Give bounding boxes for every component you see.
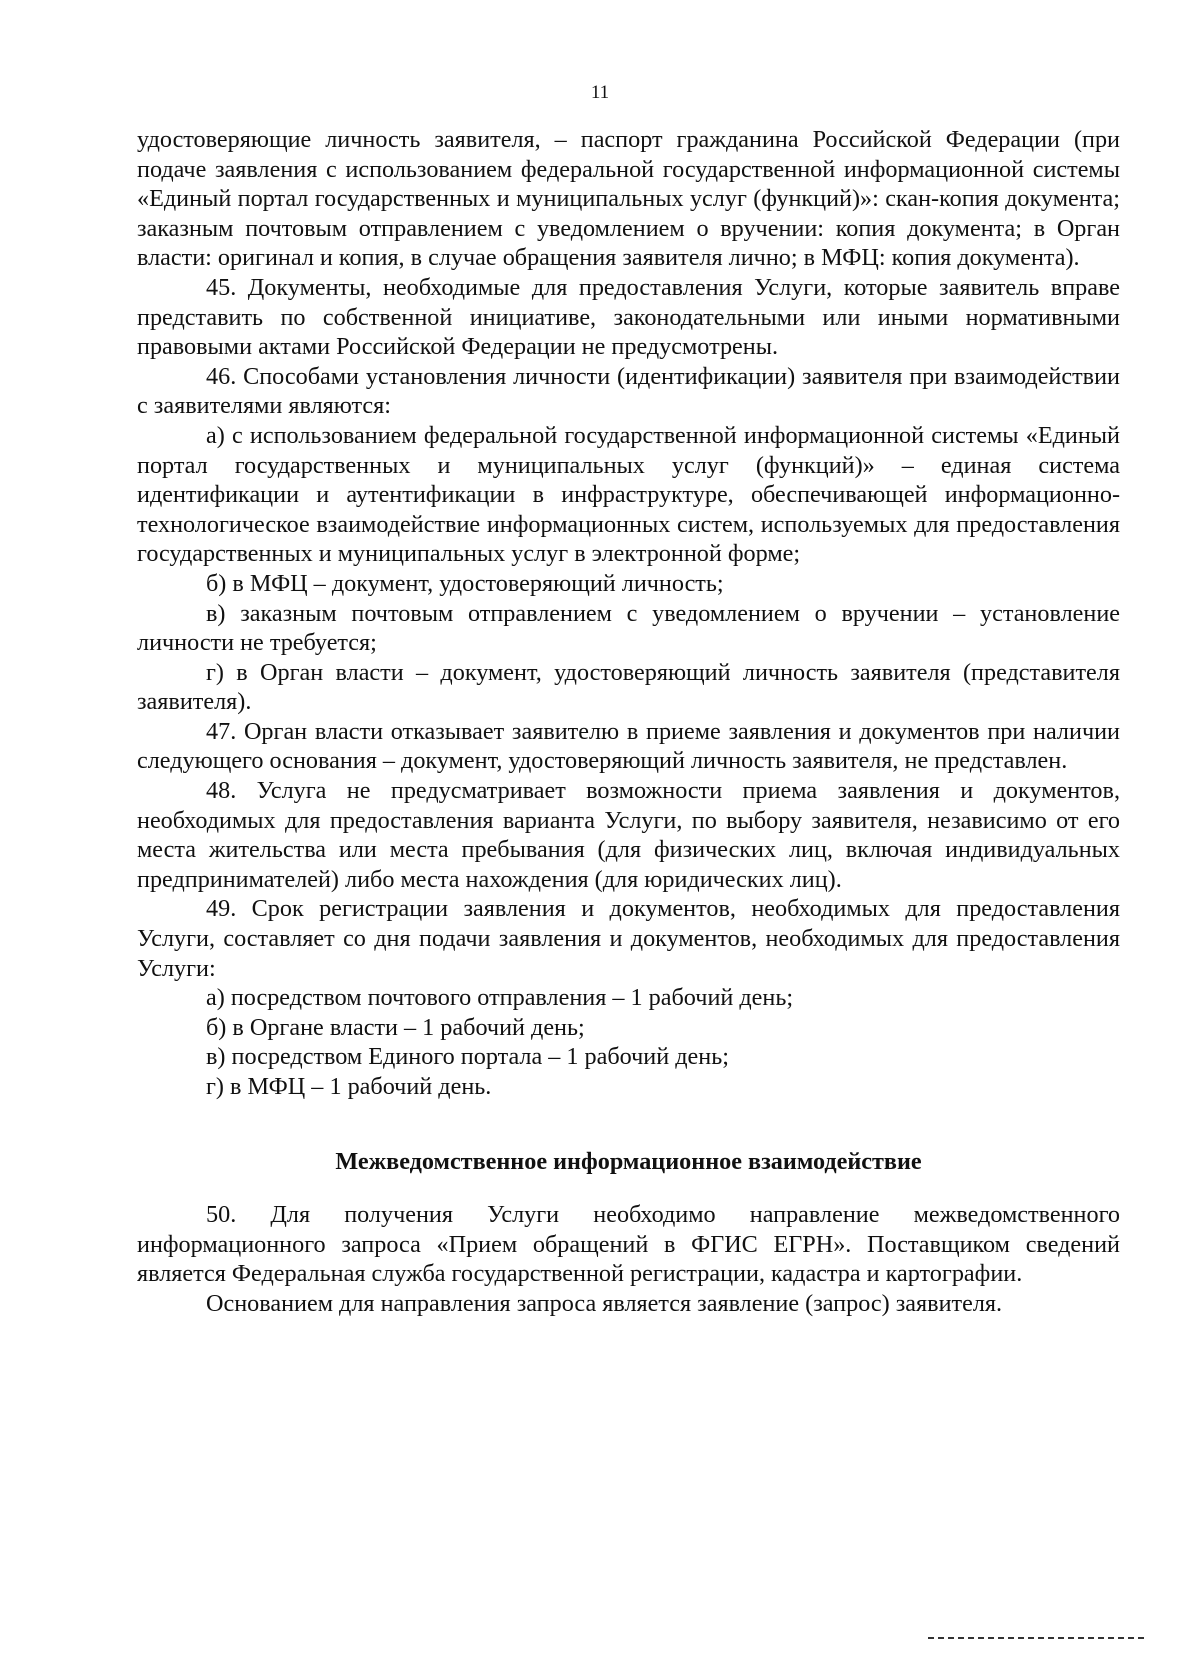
page-number: 11 — [590, 82, 610, 103]
paragraph-46-a: а) с использованием федеральной государственной информационной системы «Единый портал государственных и муниципальных услуг (функций)» – единая система идентификации и аутентификации в инфраструктуре, обеспечивающей информационно-технологическое взаимодействие информационных систем, используемых для предоставления государственных и муниципальных услуг в электронной форме; — [137, 421, 1120, 568]
paragraph-46: 46. Способами установления личности (идентификации) заявителя при взаимодействии с заявителями являются: — [137, 362, 1120, 420]
paragraph-45: 45. Документы, необходимые для предоставления Услуги, которые заявитель вправе представить по собственной инициативе, законодательными или иными нормативными правовыми актами Российской Федерации не предусмотрены. — [137, 273, 1120, 361]
paragraph-50-basis: Основанием для направления запроса является заявление (запрос) заявителя. — [206, 1289, 1003, 1317]
paragraph-49: 49. Срок регистрации заявления и документов, необходимых для предоставления Услуги, составляет со дня подачи заявления и документов, необходимых для предоставления Услуги: — [137, 895, 1120, 982]
paragraph-49-d: г) в МФЦ – 1 рабочий день. — [206, 1073, 492, 1100]
paragraph-46-c: в) заказным почтовым отправлением с уведомлением о вручении – установление личности не требуется; — [137, 599, 1120, 657]
paragraph-49-a: а) посредством почтового отправления – 1 рабочий день; — [206, 984, 794, 1012]
paragraph-intro: удостоверяющие личность заявителя, – паспорт гражданина Российской Федерации (при подаче заявления с использованием федеральной государственной информационной системы «Единый портал государственных и муниципальных услуг (функций)»: скан-копия документа; заказным почтовым отправлением с уведомлением о вручении: копия документа; в Орган власти: оригинал и копия, в случае обращения заявителя лично; в МФЦ: копия документа). — [137, 126, 1120, 272]
section-heading: Межведомственное информационное взаимодействие — [335, 1147, 922, 1175]
paragraph-50: 50. Для получения Услуги необходимо направление межведомственного информационного запроса «Прием обращений в ФГИС ЕГРН». Поставщиком сведений является Федеральная служба государственной регистрации, кадастра и картографии. — [137, 1201, 1120, 1288]
footer-rule — [928, 1637, 1144, 1639]
paragraph-49-b: б) в Органе власти – 1 рабочий день; — [206, 1013, 585, 1041]
paragraph-49-c: в) посредством Единого портала – 1 рабочий день; — [206, 1043, 729, 1071]
paragraph-46-d: г) в Орган власти – документ, удостоверяющий личность заявителя (представителя заявителя). — [137, 658, 1120, 716]
paragraph-47: 47. Орган власти отказывает заявителю в приеме заявления и документов при наличии следующего основания – документ, удостоверяющий личность заявителя, не представлен. — [137, 717, 1120, 775]
document-body — [137, 125, 1120, 1319]
paragraph-48: 48. Услуга не предусматривает возможности приема заявления и документов, необходимых для предоставления варианта Услуги, по выбору заявителя, независимо от его места жительства или места пребывания (для физических лиц, включая индивидуальных предпринимателей) либо места нахождения (для юридических лиц). — [137, 777, 1120, 893]
paragraph-46-b: б) в МФЦ – документ, удостоверяющий личность; — [206, 569, 724, 597]
